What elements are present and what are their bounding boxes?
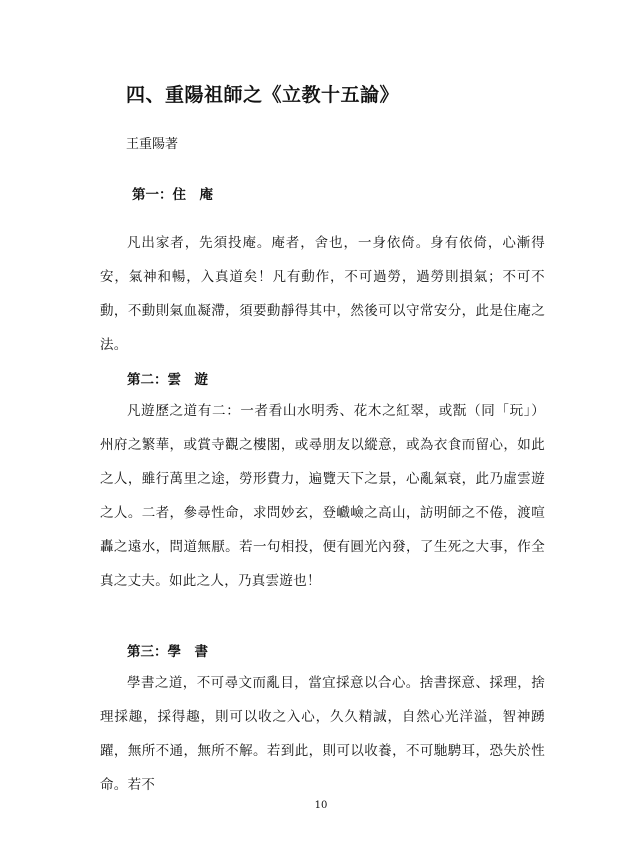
page-number: 10 — [314, 800, 328, 811]
author-line: 王重陽著 — [126, 137, 179, 152]
section-paragraph-1: 凡出家者，先須投庵。庵者，舍也，一身依倚。身有依倚，心漸得安，氣神和暢，入真道矣！凡有動作，不可過勞，過勞則損氣；不可不動，不動則氣血凝滯，須要動靜得其中，然後可以守常安分，此是住庵之法。 — [100, 235, 545, 353]
section-paragraph-3: 學書之道，不可尋文而亂目，當宜採意以合心。捨書探意、採理，捨理採趣，採得趣，則可以收之入心，久久精誠，自然心光洋溢，智神踴躍，無所不通，無所不解。若到此，則可以收養，不可馳騁耳，恐失於性命。若不 — [100, 675, 545, 793]
section-heading-2: 第二：雲 遊 — [127, 372, 208, 388]
section-paragraph-2: 凡遊歷之道有二：一者看山水明秀、花木之紅翠，或翫（同「玩」）州府之繁華，或賞寺觀之樓閣，或尋朋友以縱意，或為衣食而留心，如此之人，雖行萬里之途，勞形費力，遍覽天下之景，心亂氣衰，此乃虛雲遊之人。二者，參尋性命，求問妙玄，登巇嶮之高山，訪明師之不倦，渡喧轟之遠水，問道無厭。若一句相投，便有圓光內發，了生死之大事，作全真之丈夫。如此之人，乃真雲遊也！ — [100, 403, 545, 589]
section-heading-3: 第三：學 書 — [127, 644, 208, 660]
section-heading-1: 第一：住 庵 — [132, 187, 213, 203]
document-title: 四、重陽祖師之《立教十五論》 — [126, 84, 400, 106]
